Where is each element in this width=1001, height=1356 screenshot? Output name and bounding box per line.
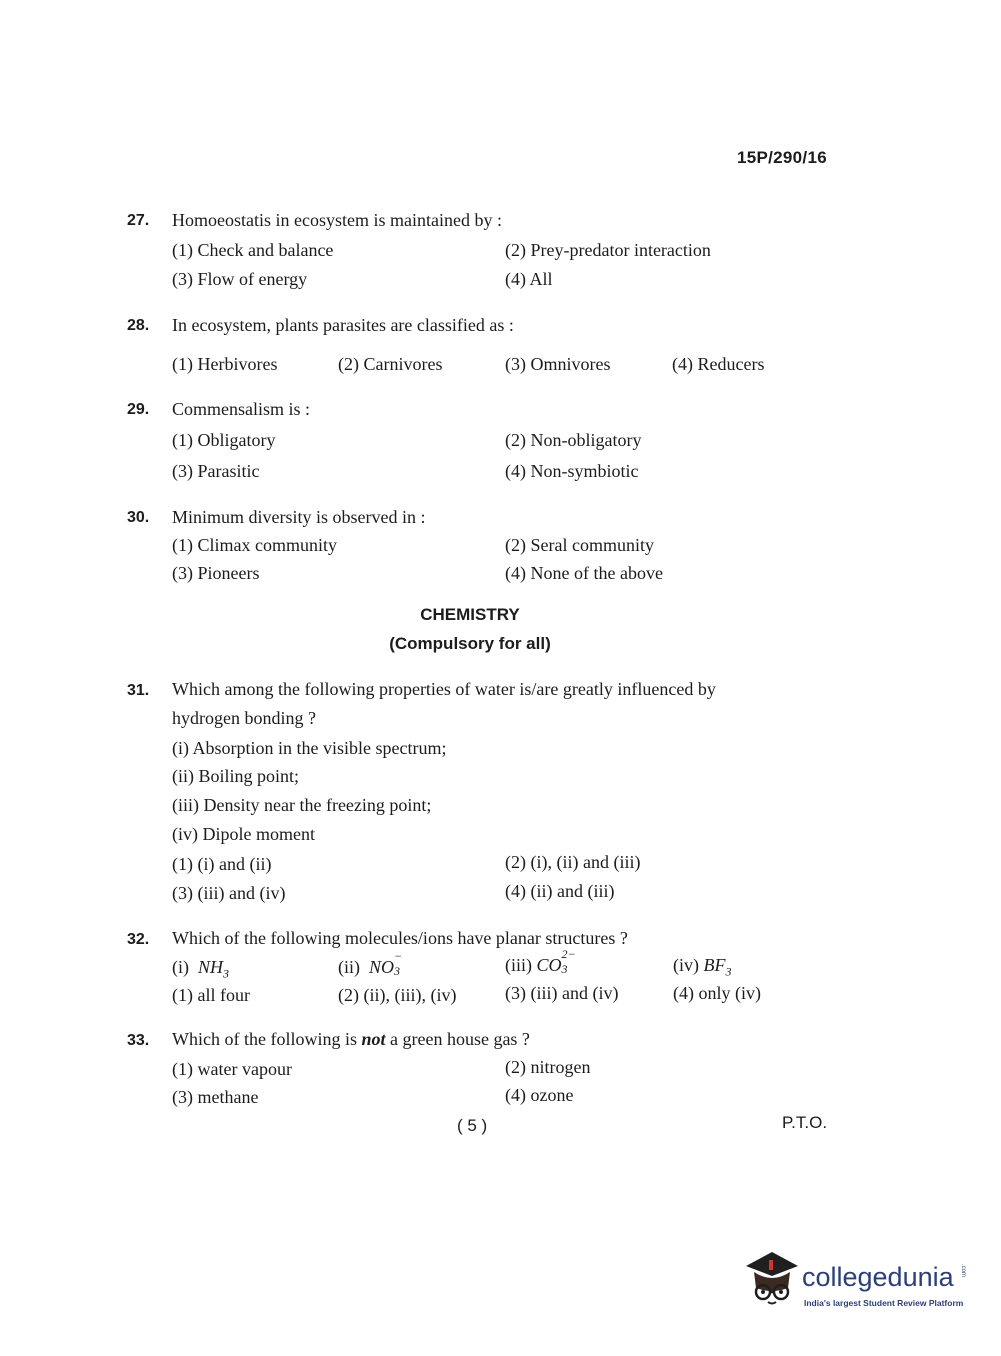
option-1: (1) (i) and (ii) [172, 854, 272, 874]
option-3: (3) methane [172, 1087, 259, 1107]
formula-nh3 [198, 957, 230, 981]
statement-ii: (ii) Boiling point; [172, 766, 300, 786]
option-2: (2) (ii), (iii), (iv) [338, 985, 457, 1005]
option-2: (2) (i), (ii) and (iii) [505, 852, 641, 872]
option-1: (1) Climax community [172, 535, 337, 555]
mascot-icon [742, 1248, 802, 1310]
option-3: (3) Flow of energy [172, 269, 308, 289]
species-label: (i) [172, 957, 189, 977]
option-1: (1) water vapour [172, 1059, 292, 1079]
formula-base: NH [198, 957, 224, 977]
logo-tagline: India's largest Student Review Platform [804, 1298, 964, 1308]
species-label: (iv) [673, 955, 699, 975]
question-number: 31. [127, 682, 150, 699]
species-iv [673, 955, 732, 980]
page-number: ( 5 ) [457, 1116, 488, 1135]
formula-superscript: − [394, 949, 403, 963]
formula-base: CO [536, 955, 562, 975]
question-number: 33. [127, 1032, 150, 1049]
formula-subscript: 3 [725, 964, 732, 979]
question-text-part: a green house gas ? [385, 1029, 530, 1049]
option-3: (3) (iii) and (iv) [172, 883, 286, 903]
statement-iii: (iii) Density near the freezing point; [172, 795, 432, 815]
formula-bf3 [703, 955, 732, 979]
option-3: (3) Parasitic [172, 461, 260, 481]
option-2: (2) Seral community [505, 535, 654, 555]
species-i [172, 957, 229, 982]
question-text-line-2: hydrogen bonding ? [172, 708, 316, 728]
section-subtitle: (Compulsory for all) [389, 634, 551, 653]
option-2: (2) Carnivores [338, 354, 443, 374]
formula-base: BF [703, 955, 726, 975]
formula-superscript: 2− [561, 947, 576, 961]
formula-co3 [536, 947, 580, 976]
species-ii [338, 949, 404, 978]
section-title: CHEMISTRY [420, 605, 520, 624]
question-number: 32. [127, 931, 150, 948]
logo-dotcom: .com [960, 1264, 966, 1278]
option-4: (4) (ii) and (iii) [505, 881, 615, 901]
option-4: (4) Non-symbiotic [505, 461, 639, 481]
formula-subscript: 3 [561, 962, 568, 976]
question-text: Homoeostatis in ecosystem is maintained by : [172, 210, 502, 230]
question-number: 27. [127, 212, 150, 229]
formula-no3 [369, 949, 404, 978]
option-1: (1) Obligatory [172, 430, 276, 450]
option-1: (1) Herbivores [172, 354, 278, 374]
option-2: (2) Non-obligatory [505, 430, 642, 450]
question-text: Which of the following molecules/ions have planar structures ? [172, 928, 628, 948]
option-3: (3) Omnivores [505, 354, 611, 374]
option-4: (4) All [505, 269, 553, 289]
species-label: (iii) [505, 955, 532, 975]
formula-subscript: 3 [394, 964, 401, 978]
paper-code: 15P/290/16 [737, 148, 827, 167]
option-3: (3) (iii) and (iv) [505, 983, 619, 1003]
option-4: (4) Reducers [672, 354, 765, 374]
question-text [172, 1029, 530, 1050]
question-text: Minimum diversity is observed in : [172, 507, 426, 527]
emphasis-not: not [361, 1029, 386, 1049]
option-4: (4) None of the above [505, 563, 663, 583]
species-label: (ii) [338, 957, 360, 977]
collegedunia-logo [742, 1246, 972, 1316]
logo-name: collegedunia [802, 1262, 954, 1292]
species-iii [505, 947, 580, 976]
question-number: 28. [127, 317, 150, 334]
formula-base: NO [369, 957, 395, 977]
statement-iv: (iv) Dipole moment [172, 824, 315, 844]
option-2: (2) nitrogen [505, 1057, 591, 1077]
option-2: (2) Prey-predator interaction [505, 240, 711, 260]
question-text-line-1: Which among the following properties of water is/are greatly influenced by [172, 679, 716, 699]
pto-label: P.T.O. [782, 1113, 828, 1132]
option-3: (3) Pioneers [172, 563, 260, 583]
option-1: (1) all four [172, 985, 250, 1005]
option-4: (4) ozone [505, 1085, 574, 1105]
statement-i: (i) Absorption in the visible spectrum; [172, 738, 447, 758]
question-number: 29. [127, 401, 150, 418]
option-4: (4) only (iv) [673, 983, 761, 1003]
question-text-part: Which of the following is [172, 1029, 362, 1049]
question-text: Commensalism is : [172, 399, 311, 419]
option-1: (1) Check and balance [172, 240, 334, 260]
question-text: In ecosystem, plants parasites are classified as : [172, 315, 514, 335]
question-number: 30. [127, 509, 150, 526]
formula-subscript: 3 [223, 966, 230, 981]
